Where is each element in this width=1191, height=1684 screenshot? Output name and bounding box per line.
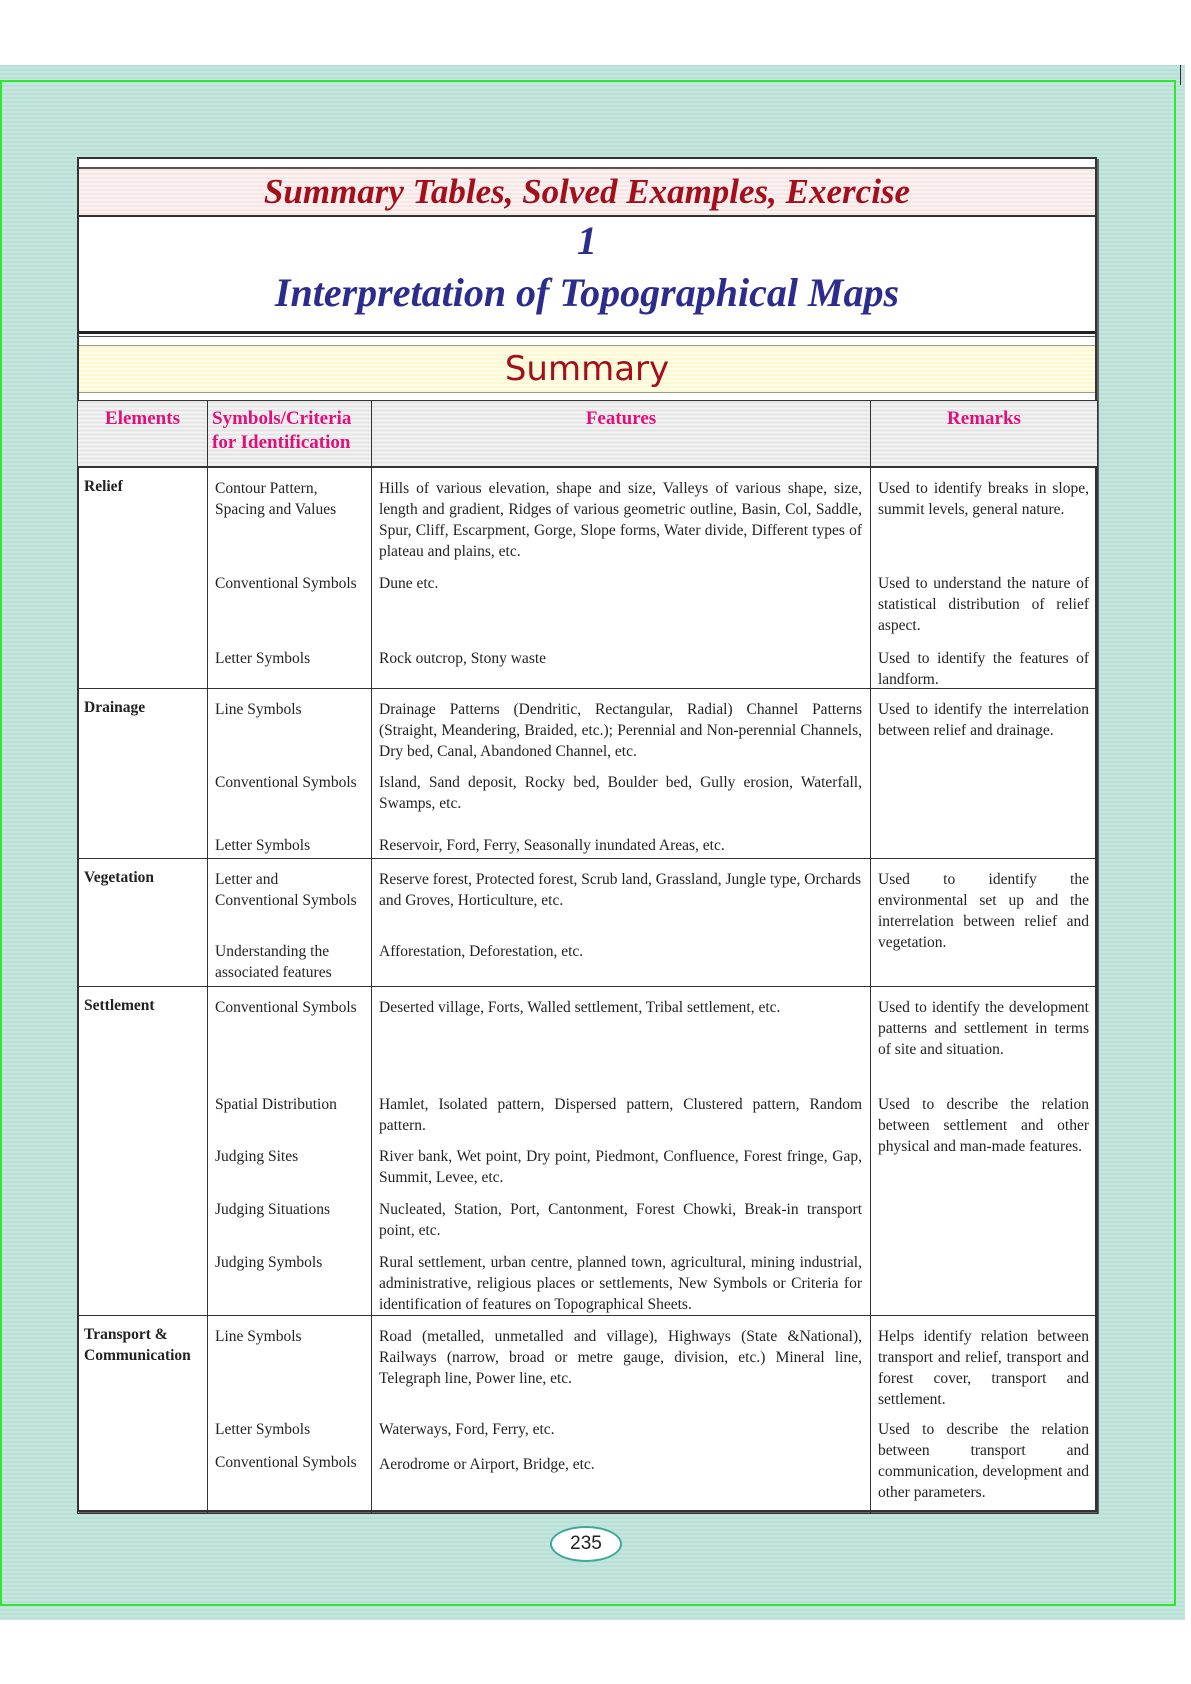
section-title: Summary	[504, 349, 670, 389]
crop-mark	[1180, 65, 1181, 85]
features-text: Island, Sand deposit, Rocky bed, Boulder bed, Gully erosion, Waterfall, Swamps, etc.	[379, 774, 862, 812]
col-features: Features	[372, 401, 871, 467]
features-cell	[372, 859, 871, 987]
remark-text: Used to identify the development patterns and settlement in terms of site and situation.	[878, 999, 1089, 1058]
divider	[79, 331, 1095, 337]
features-cell	[372, 689, 871, 859]
features-text: Drainage Patterns (Dendritic, Rectangular, Radial) Channel Patterns (Straight, Meandering, Braided, etc.); Perennial and Non-perennial Channels, Dry bed, Canal, Abandoned Channel, etc.	[379, 701, 862, 760]
symbol-text: Judging Symbols	[215, 1254, 323, 1271]
table-row	[78, 859, 1098, 987]
banner	[79, 167, 1095, 217]
features-text: Dune etc.	[379, 574, 439, 592]
symbol-text: Letter and Conventional Symbols	[215, 871, 357, 909]
table-row	[78, 689, 1098, 859]
symbol-text: Letter Symbols	[215, 1421, 311, 1438]
features-text: Reserve forest, Protected forest, Scrub land, Grassland, Jungle type, Orchards and Groves, Horticulture, etc.	[379, 871, 862, 909]
features-cell	[372, 987, 871, 1316]
page-number: 235	[550, 1526, 622, 1562]
element-cell: Settlement	[78, 987, 208, 1316]
remark-text: Used to describe the relation between settlement and other physical and man-made features.	[878, 1096, 1089, 1155]
remarks-cell	[871, 467, 1098, 689]
remark-text: Used to understand the nature of statistical distribution of relief aspect.	[878, 574, 1089, 634]
summary-box	[77, 157, 1097, 1512]
symbol-text: Conventional Symbols	[215, 774, 357, 791]
symbols-cell	[208, 1316, 372, 1514]
remarks-cell	[871, 859, 1098, 987]
chapter-title: Interpretation of Topographical Maps	[274, 270, 900, 315]
element-cell: Vegetation	[78, 859, 208, 987]
symbols-cell	[208, 467, 372, 689]
symbol-text: Spatial Distribution	[215, 1096, 337, 1113]
symbol-text: Line Symbols	[215, 1328, 302, 1345]
remark-text: Used to describe the relation between transport and communication, development and other parameters.	[878, 1421, 1089, 1501]
features-text: River bank, Wet point, Dry point, Piedmont, Confluence, Forest fringe, Gap, Summit, Levee, etc.	[379, 1148, 862, 1186]
features-text: Hamlet, Isolated pattern, Dispersed pattern, Clustered pattern, Random pattern.	[379, 1096, 862, 1134]
table-row	[78, 987, 1098, 1316]
symbol-text: Letter Symbols	[215, 837, 311, 854]
symbols-cell	[208, 987, 372, 1316]
features-text: Deserted village, Forts, Walled settlement, Tribal settlement, etc.	[379, 999, 781, 1016]
features-cell	[372, 467, 871, 689]
remarks-cell	[871, 987, 1098, 1316]
features-text: Rock outcrop, Stony waste	[379, 649, 547, 667]
col-remarks: Remarks	[871, 401, 1098, 467]
features-text: Nucleated, Station, Port, Cantonment, Forest Chowki, Break-in transport point, etc.	[379, 1201, 862, 1239]
symbol-text: Conventional Symbols	[215, 1454, 357, 1471]
features-text: Afforestation, Deforestation, etc.	[379, 943, 584, 960]
remark-text: Used to identify breaks in slope, summit levels, general nature.	[878, 479, 1089, 518]
remark-text: Used to identify the interrelation between relief and drainage.	[878, 701, 1089, 739]
symbol-text: Line Symbols	[215, 701, 302, 718]
symbol-text: Judging Situations	[215, 1201, 330, 1218]
element-cell: Relief	[78, 467, 208, 689]
features-text: Reservoir, Ford, Ferry, Seasonally inundated Areas, etc.	[379, 837, 725, 854]
symbols-cell	[208, 859, 372, 987]
symbol-text: Conventional Symbols	[215, 574, 357, 592]
symbol-text: Conventional Symbols	[215, 999, 357, 1016]
element-cell: Transport & Communication	[78, 1316, 208, 1514]
features-text: Waterways, Ford, Ferry, etc.	[379, 1421, 555, 1438]
summary-table	[77, 400, 1098, 1514]
features-text: Aerodrome or Airport, Bridge, etc.	[379, 1456, 595, 1473]
element-cell: Drainage	[78, 689, 208, 859]
features-text: Road (metalled, unmetalled and village), Highways (State &National), Railways (narrow, broad or metre gauge, division, etc.) Mineral line, Telegraph line, Power line, etc.	[379, 1328, 862, 1387]
table-row	[78, 467, 1098, 689]
features-text: Hills of various elevation, shape and size, Valleys of various shape, size, length and gradient, Ridges of various geometric outline, Basin, Col, Saddle, Spur, Cliff, Escarpment, Gorge, Slope forms, Water divide, Different types of plateau and plains, etc.	[379, 479, 862, 560]
chapter-number: 1	[577, 218, 597, 263]
symbol-text: Understanding the associated features	[215, 943, 332, 981]
table-header	[78, 401, 1098, 467]
symbol-text: Letter Symbols	[215, 649, 311, 667]
table-row	[78, 1316, 1098, 1514]
remark-text: Used to identify the features of landform.	[878, 649, 1089, 688]
section-band	[79, 345, 1095, 393]
col-symbols: Symbols/Criteria for Identification	[208, 401, 372, 467]
banner-title: Summary Tables, Solved Examples, Exercise	[263, 172, 911, 211]
remarks-cell	[871, 689, 1098, 859]
remark-text: Used to identify the environmental set up and the interrelation between relief and vegetation.	[878, 871, 1089, 951]
symbol-text: Contour Pattern, Spacing and Values	[215, 479, 337, 518]
features-text: Rural settlement, urban centre, planned town, agricultural, mining industrial, administrative, religious places or settlements, New Symbols or Criteria for identification of features on Topographical Sheets.	[379, 1254, 862, 1313]
symbols-cell	[208, 689, 372, 859]
col-elements: Elements	[78, 401, 208, 467]
remark-text: Helps identify relation between transport and relief, transport and forest cover, transport and settlement.	[878, 1328, 1089, 1408]
features-cell	[372, 1316, 871, 1514]
symbol-text: Judging Sites	[215, 1148, 299, 1165]
remarks-cell	[871, 1316, 1098, 1514]
